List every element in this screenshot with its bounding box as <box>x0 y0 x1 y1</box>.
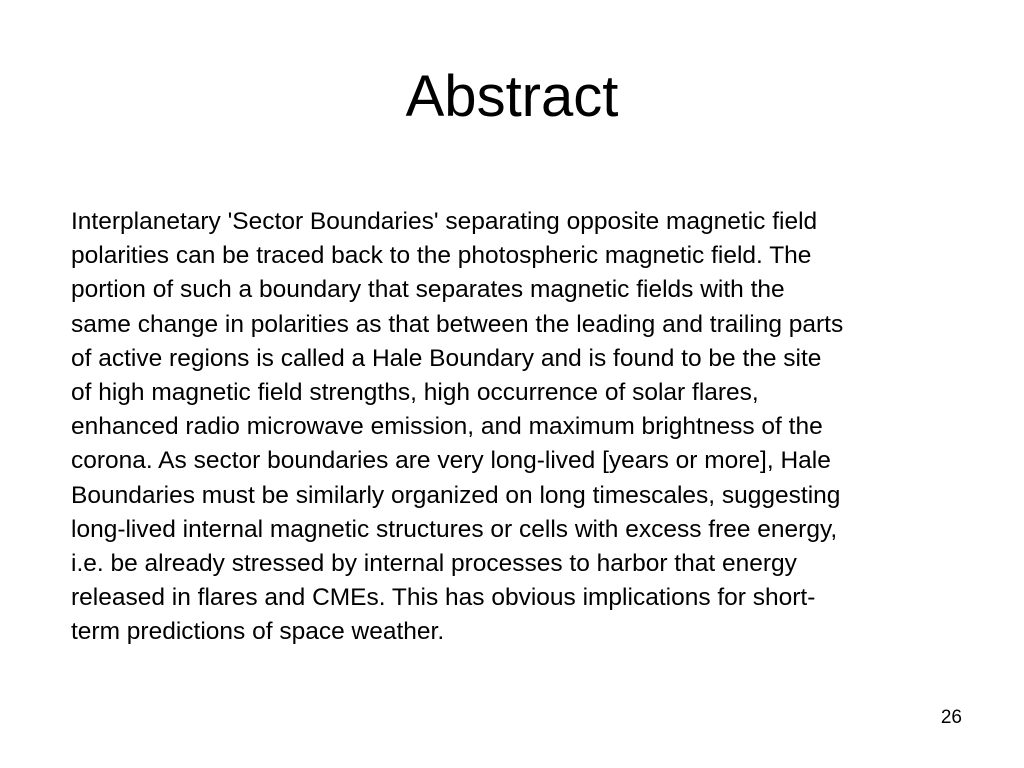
body-line: long-lived internal magnetic structures or cells with excess free energy, <box>71 515 838 543</box>
body-line: i.e. be already stressed by internal processes to harbor that energy <box>71 550 797 578</box>
body-line: corona. As sector boundaries are very long-lived [years or more], Hale <box>71 447 831 475</box>
body-line: term predictions of space weather. <box>71 618 445 646</box>
body-line: enhanced radio microwave emission, and maximum brightness of the <box>71 413 823 441</box>
body-line: same change in polarities as that between the leading and trailing parts <box>71 310 844 338</box>
body-line: polarities can be traced back to the photospheric magnetic field. The <box>71 242 812 270</box>
body-line: of active regions is called a Hale Boundary and is found to be the site <box>71 344 822 372</box>
body-line: portion of such a boundary that separates magnetic fields with the <box>71 276 785 304</box>
body-line: Interplanetary 'Sector Boundaries' separating opposite magnetic field <box>71 208 818 235</box>
slide-number: 26 <box>940 707 962 728</box>
abstract-body <box>71 205 981 650</box>
slide-title: Abstract <box>405 64 619 129</box>
body-line: of high magnetic field strengths, high occurrence of solar flares, <box>71 379 759 407</box>
body-line: released in flares and CMEs. This has obvious implications for short- <box>71 584 816 612</box>
body-line: Boundaries must be similarly organized on long timescales, suggesting <box>71 481 841 509</box>
